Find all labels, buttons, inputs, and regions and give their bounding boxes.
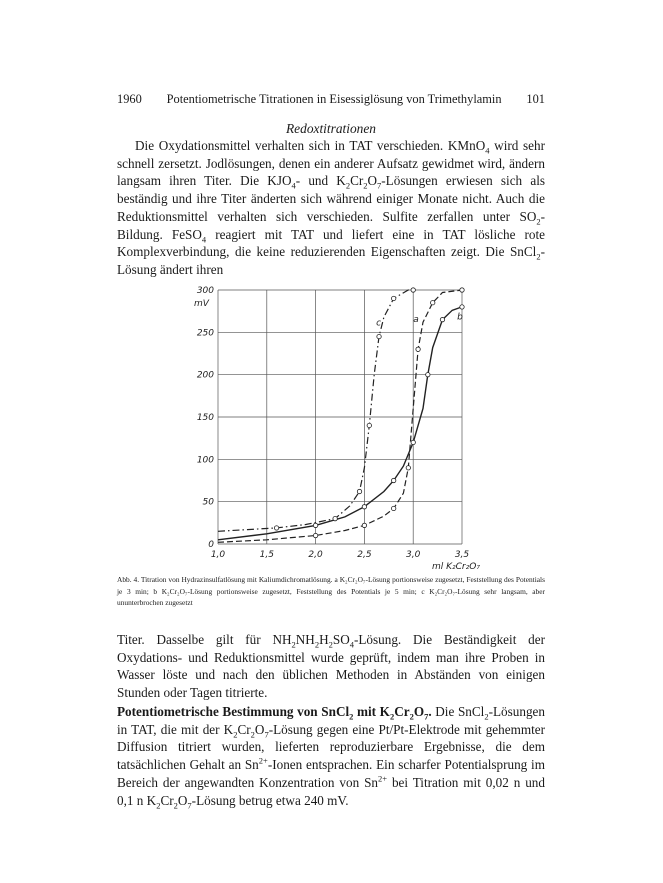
series-c-point [391, 296, 395, 300]
x-tick-label: 1,5 [259, 550, 274, 560]
x-tick-label: 1,0 [210, 550, 226, 560]
figure-caption: Abb. 4. Titration von Hydrazinsulfatlösung mit Kaliumdichromatlösung. a K₂Cr₂O₇-Lösung portionsweise zugesetzt, Feststellung des Potentials je 3 min; b K₂Cr₂O₇-Lösung portionsweise zugesetzt, Feststellung des Potentials je 5 min; c K₂Cr₂O₇-Lösung sehr langsam, aber ununterbrochen zugesetzt [117, 575, 545, 608]
series-a-point [431, 301, 435, 305]
y-tick-label: 100 [196, 455, 214, 466]
series-b-line [218, 307, 462, 540]
paragraph-3: Potentiometrische Bestimmung von SnCl$_2$ mit $K_2Cr_2O_7$. Die SnCl$_2$-Lösungen in TAT, die mit der $K_2Cr_2O_7$-Lösung gegen eine Pt/Pt-Elektrode mit gehemmter Diffusion titriert wurden, lieferten reproduzierbare Ergebnisse, die dem tatsächlichen Gehalt an $Sn^{2+}$-Ionen entsprachen. Ein scharfer Potentialsprung im Bereich der angewandten Konzentration von $Sn^{2+}$ bei Titration mit 0,02 n und 0,1 n $K_2Cr_2O_7$-Lösung betrug etwa 240 mV. [117, 704, 546, 811]
series-a-label: a [413, 315, 419, 326]
x-tick-label: 3,0 [406, 550, 421, 560]
header-title: Potentiometrische Titrationen in Eisessiglösung von Trimethylamin [166, 92, 502, 106]
series-b-point [411, 440, 415, 444]
section-title: Redoxtitrationen [286, 121, 376, 136]
series-a-line [218, 290, 462, 542]
series-c-point [357, 489, 361, 493]
series-c-point [333, 516, 337, 520]
series-c-point [411, 288, 415, 292]
series-c-point [367, 423, 371, 427]
series-a-point [460, 288, 464, 292]
page-number: 101 [526, 92, 545, 106]
y-tick-label: 200 [196, 370, 214, 381]
y-axis-label: mV [194, 299, 209, 309]
paragraph-heading: Potentiometrische Bestimmung von SnCl$_2$ mit $K_2Cr_2O_7$. [117, 704, 432, 722]
paragraph-1: Die Oxydationsmittel verhalten sich in TAT verschieden. KMnO$_4$ wird sehr schnell zersetzt. Jodlösungen, denen ein anderer Aufsatz gewidmet wird, ändern langsam ihren Titer. Die $KJO_4-$ und $K_2Cr_2O_7$-Lösungen erwiesen sich als beständig und ihre Titer änderten sich während einiger Monate nicht. Auch die Reduktionsmittel verhalten sich verschieden. Sulfite zerfallen unter $SO_2$-Bildung. FeSO$_4$ reagiert mit TAT und liefert eine in TAT lösliche rote Komplexverbindung, die keine reduzierenden Eigenschaften zeigt. Die SnCl$_2$-Lösung ändert ihren [117, 138, 545, 277]
titration-chart-svg [190, 280, 490, 570]
series-a-point [406, 466, 410, 470]
series-b-point [440, 317, 444, 321]
series-b-point [313, 523, 317, 527]
series-b-label: b [457, 312, 463, 323]
y-tick-label: 0 [208, 540, 214, 550]
y-tick-label: 300 [196, 286, 214, 296]
header-year: 1960 [117, 92, 142, 106]
y-tick-label: 250 [196, 328, 214, 339]
series-c-point [377, 334, 381, 338]
y-tick-label: 150 [196, 413, 214, 423]
series-c-label: c [376, 318, 382, 329]
y-tick-label: 50 [202, 497, 214, 508]
series-a-point [416, 347, 420, 351]
series-a-point [362, 523, 366, 527]
series-c-point [274, 526, 278, 530]
running-header [117, 92, 545, 107]
series-b-point [391, 478, 395, 482]
series-a-point [313, 533, 317, 537]
series-b-point [362, 505, 366, 509]
x-axis-label: ml K₂Cr₂O₇ [432, 562, 480, 572]
titration-chart [190, 280, 490, 570]
series-b-point [460, 305, 464, 309]
x-tick-label: 3,5 [454, 550, 470, 560]
series-a-point [391, 506, 395, 510]
series-b-point [426, 372, 430, 376]
x-tick-label: 2,0 [308, 550, 323, 560]
paragraph-2: Titer. Dasselbe gilt für $NH_2NH_2H_2SO_4$-Lösung. Die Beständigkeit der Oxydations- und Reduktionsmittel wurde geprüft, indem man ihre Proben in Wasser löste und nach den üblichen Methoden in Abständen von einigen Stunden oder Tagen titrierte. [117, 632, 545, 701]
x-tick-label: 2,5 [357, 550, 372, 560]
